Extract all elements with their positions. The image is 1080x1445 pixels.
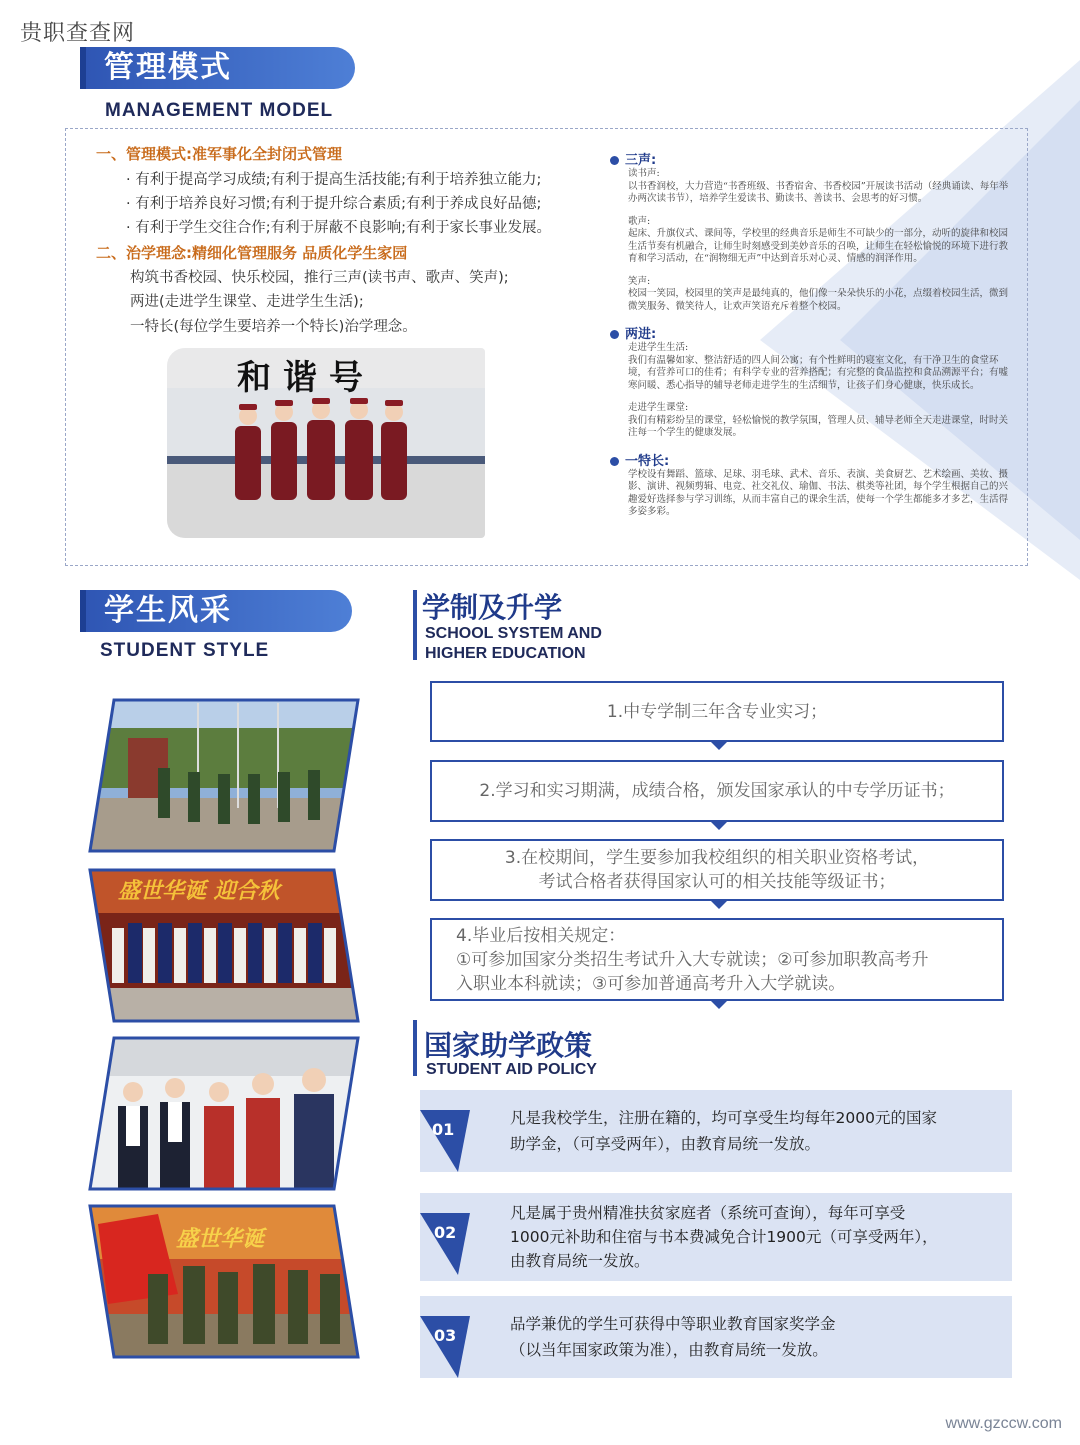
management-line: 两进(走进学生课堂、走进学生生活);	[130, 294, 364, 310]
aid-item-2-line-3: 由教育局统一发放。	[510, 1252, 650, 1270]
system-item-2-text: 2.学习和实习期满，成绩合格，颁发国家承认的中专学历证书；	[479, 781, 955, 801]
watermark-text: 贵职查查网	[20, 21, 136, 46]
management-line: 一特长(每位学生要培养一个特长)治学理念。	[130, 319, 417, 335]
reading-text: 以书香润校，大力营造“书香班级、书香宿舍、书香校园”开展读书活动（经典诵读、每年举办两次读书节），培养学生爱读书、勤读书、善读书、会思考的好习惯。	[628, 180, 1009, 204]
management-head-2: 二、治学理念:精细化管理服务 品质化学生家园	[96, 244, 408, 262]
one-specialty-heading: 一特长:	[610, 450, 1010, 469]
singing-text: 起床、升旗仪式、课间等，学校里的经典音乐是师生不可缺少的一部分，动听的旋律和校园生活节奏有机融合，让师生时刻感受到美妙音乐的召唤，让师生在轻松愉悦的环境下进行教育和学习活动，在“润物细无声”中达到音乐对心灵、情感的润泽作用。	[628, 228, 1009, 264]
reading-label: 读书声:	[628, 168, 660, 179]
classroom-label: 走进学生课堂:	[628, 402, 689, 413]
system-item-4-line-3: 入职业本科就读；③可参加普通高考升入大学就读。	[456, 973, 846, 994]
system-item-3-line-2: 考试合格者获得国家认可的相关技能等级证书；	[538, 872, 896, 892]
aid-item-3-line-2: （以当年国家政策为准），由教育局统一发放。	[510, 1341, 828, 1359]
down-arrow-icon	[710, 1000, 728, 1009]
school-system-title-en-2: HIGHER EDUCATION	[425, 645, 586, 662]
student-style-title-en: STUDENT STYLE	[100, 640, 270, 661]
aid-number: 01	[432, 1120, 455, 1139]
aid-bar	[413, 1020, 417, 1076]
military-training-photo	[88, 1204, 360, 1359]
laughter-label: 笑声:	[628, 275, 651, 287]
flag-ceremony-photo	[88, 698, 360, 853]
aid-item-1	[420, 1090, 1012, 1172]
down-arrow-icon	[710, 821, 728, 830]
system-item-4-line-1: 4.毕业后按相关规定：	[456, 925, 626, 946]
management-line: 构筑书香校园、快乐校园，推行三声(读书声、歌声、笑声);	[130, 270, 509, 286]
stage-performance-photo	[88, 868, 360, 1023]
bullet-dot-icon	[610, 156, 619, 165]
uniform-students-photo	[88, 1036, 360, 1191]
system-item-1	[430, 681, 1004, 742]
classroom-text: 我们有精彩纷呈的课堂，轻松愉悦的教学氛围，管理人员、辅导老师全天走进课堂，时时关注每一个学生的健康发展。	[628, 414, 1009, 438]
school-system-bar	[413, 590, 417, 660]
military-banner-text: 盛世华诞	[176, 1226, 265, 1252]
down-arrow-icon	[710, 900, 728, 909]
life-text: 我们有温馨如家、整洁舒适的四人间公寓；有个性鲜明的寝室文化，有干净卫生的食堂环境，有营养可口的佳肴；有科学专业的营养搭配；有完整的食品监控和食品溯源平台；有嘘寒问暖、悉心指导的辅导老师走进学生的生活细节，让孩子们身心健康，快乐成长。	[628, 354, 1009, 391]
aid-item-3-line-1: 品学兼优的学生可获得中等职业教育国家奖学金	[510, 1315, 836, 1333]
system-item-3-line-1: 3.在校期间，学生要参加我校组织的相关职业资格考试，	[504, 848, 930, 868]
aid-item-1-line-2: 助学金，（可享受两年），由教育局统一发放。	[510, 1135, 821, 1153]
bullet-dot-icon	[610, 457, 619, 466]
management-bullet: · 有利于提高学习成绩;有利于提高生活技能;有利于培养独立能力;	[126, 172, 542, 188]
management-title-en: MANAGEMENT MODEL	[105, 100, 334, 121]
aid-item-2	[420, 1193, 1012, 1281]
aid-number: 02	[434, 1223, 457, 1242]
management-bullet: · 有利于培养良好习惯;有利于提升综合素质;有利于养成良好品德;	[126, 196, 542, 212]
management-title: 管理模式	[80, 47, 355, 89]
school-system-title-en-1: SCHOOL SYSTEM AND	[425, 625, 602, 642]
stage-banner-text: 盛世华诞 迎合秋	[118, 878, 280, 904]
three-voices-column	[610, 143, 1010, 519]
management-head-1: 一、管理模式:准军事化全封闭式管理	[96, 145, 343, 163]
student-style-title: 学生风采	[80, 590, 352, 632]
aid-item-2-line-2: 1000元补助和住宿与书本费减免合计1900元（可享受两年），	[510, 1228, 938, 1246]
down-arrow-icon	[710, 741, 728, 750]
aid-item-3	[420, 1296, 1012, 1378]
aid-number: 03	[434, 1326, 457, 1345]
life-label: 走进学生生活:	[628, 342, 689, 353]
two-entries-heading: 两进:	[610, 323, 1010, 342]
system-item-2	[430, 760, 1004, 822]
system-item-1-text: 1.中专学制三年含专业实习；	[606, 701, 828, 722]
aid-item-1-line-1: 凡是我校学生，注册在籍的，均可享受生均每年2000元的国家	[510, 1109, 937, 1127]
aid-item-2-line-1: 凡是属于贵州精准扶贫家庭者（系统可查询），每年可享受	[510, 1204, 906, 1222]
management-bullet: · 有利于学生交往合作;有利于屏蔽不良影响;有利于家长事业发展。	[126, 220, 551, 236]
aid-title-en: STUDENT AID POLICY	[426, 1061, 597, 1078]
singing-label: 歌声:	[628, 215, 651, 227]
school-system-title: 学制及升学	[422, 591, 563, 624]
three-voices-heading: 三声:	[610, 149, 1010, 168]
system-item-3	[430, 839, 1004, 901]
system-item-4-line-2: ①可参加国家分类招生考试升入大专就读；②可参加职教高考升	[456, 949, 929, 970]
train-attendants-photo	[167, 348, 485, 538]
site-url: www.gzccw.com	[945, 1415, 1062, 1432]
specialty-text: 学校设有舞蹈、篮球、足球、羽毛球、武术、音乐、表演、美食厨艺、艺术绘画、美妆、摄影、演讲、视频剪辑、电竞、社交礼仪、瑜伽、书法、棋类等社团，每个学生根据自己的兴趣爱好选择参与学习训练，从而丰富自己的课余生活，使每一个学生都能多才多艺，生活得多姿多彩。	[628, 468, 1009, 517]
bullet-dot-icon	[610, 330, 619, 339]
train-sign: 和谐号	[237, 358, 375, 398]
system-item-4	[430, 918, 1004, 1001]
laughter-text: 校园一笑园，校园里的笑声是最纯真的，他们像一朵朵快乐的小花，点缀着校园生活，微到微笑服务、微笑待人，让欢声笑语充斥着整个校园。	[628, 288, 1009, 312]
aid-title: 国家助学政策	[424, 1029, 593, 1062]
